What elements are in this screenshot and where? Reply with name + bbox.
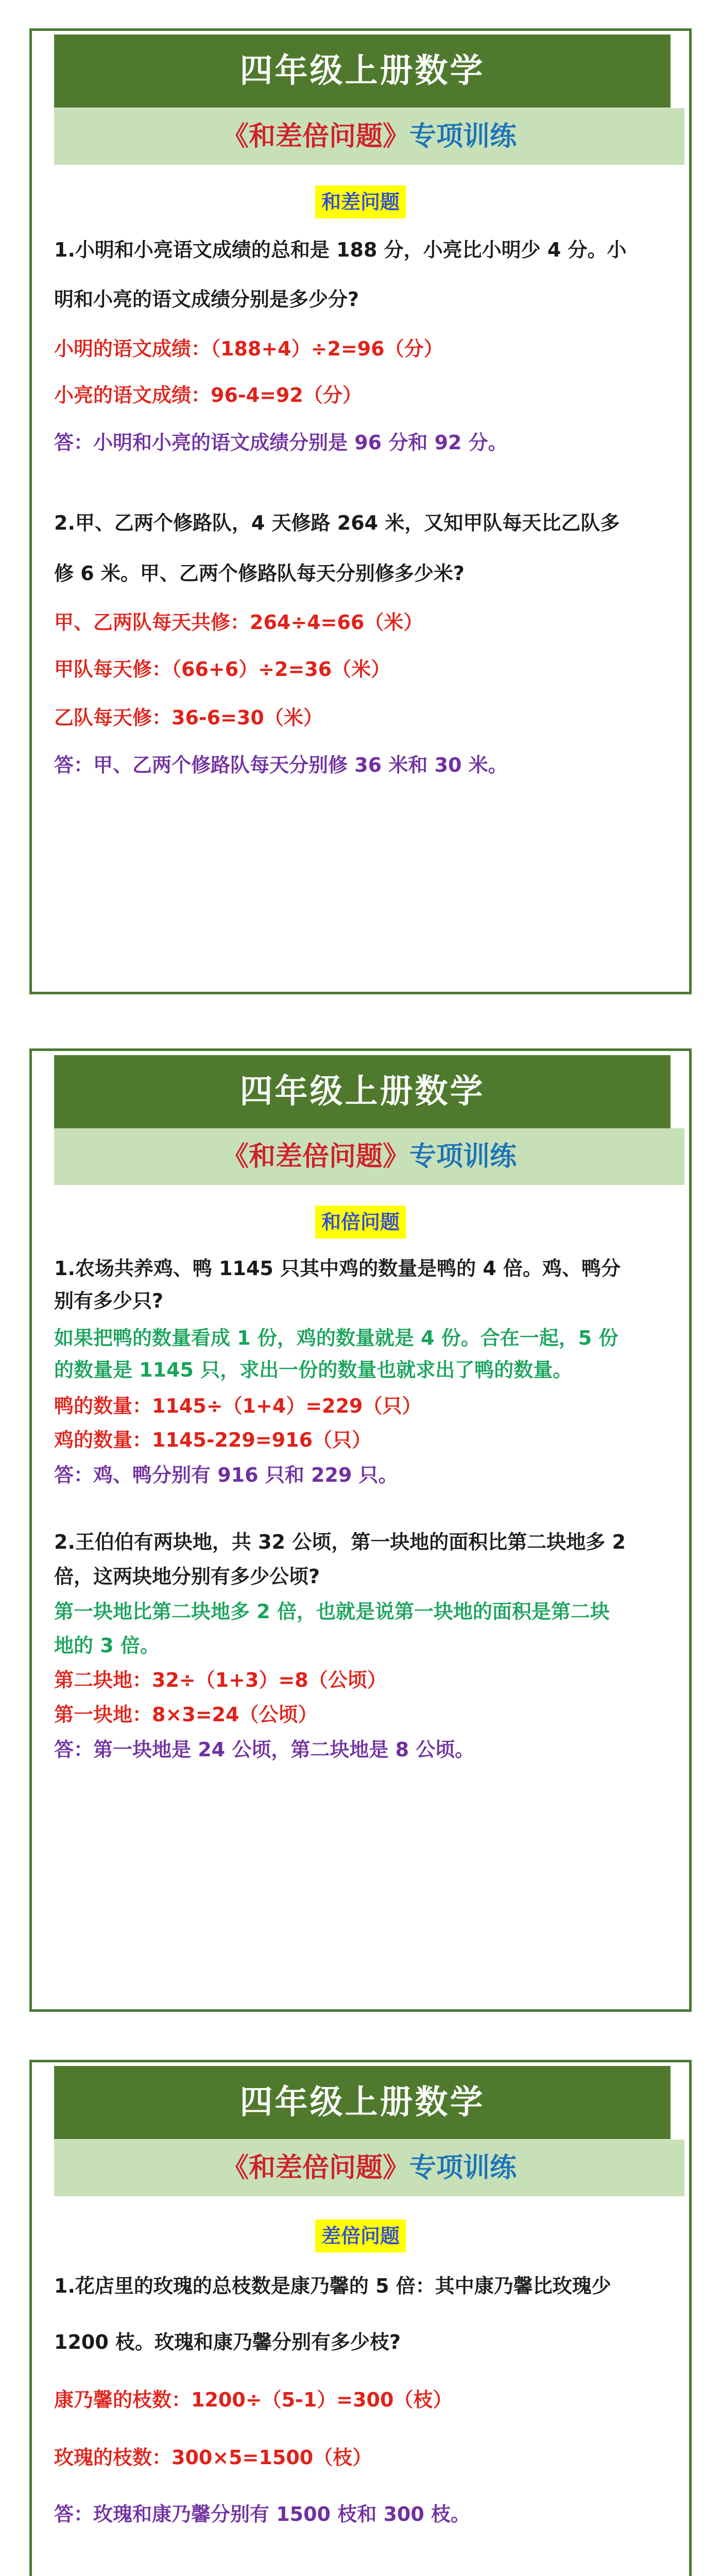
subtitle-topic: 《和差倍问题》	[221, 2153, 409, 2183]
problem-question-line: 1200 枝。玫瑰和康乃馨分别有多少枝?	[54, 2331, 401, 2353]
answer-line: 答：玫瑰和康乃馨分别有 1500 枝和 300 枝。	[54, 2503, 471, 2526]
explanation-line: 第一块地比第二块地多 2 倍，也就是说第一块地的面积是第二块	[54, 1600, 610, 1623]
answer-line: 答：小明和小亮的语文成绩分别是 96 分和 92 分。	[54, 431, 508, 454]
solution-step: 第二块地：32÷（1+3）=8（公顷）	[54, 1669, 387, 1691]
worksheet-subtitle	[54, 2140, 684, 2196]
solution-step: 玫瑰的枝数：300×5=1500（枝）	[54, 2446, 372, 2469]
section-badge: 和倍问题	[315, 1206, 406, 1239]
subtitle-topic: 《和差倍问题》	[221, 1141, 409, 1172]
answer-line: 答：甲、乙两个修路队每天分别修 36 米和 30 米。	[54, 754, 508, 776]
solution-step: 乙队每天修：36-6=30（米）	[54, 706, 323, 729]
problem-question-line: 别有多少只?	[54, 1290, 164, 1312]
section-badge: 差倍问题	[315, 2219, 406, 2252]
subtitle-suffix: 专项训练	[409, 2153, 517, 2183]
problem-question-line: 修 6 米。甲、乙两个修路队每天分别修多少米?	[54, 562, 465, 585]
worksheet-banner: 四年级上册数学	[54, 1055, 671, 1128]
solution-step: 鸭的数量：1145÷（1+4）=229（只）	[54, 1395, 422, 1417]
worksheet-page-2	[29, 1048, 692, 2012]
subtitle-suffix: 专项训练	[409, 1141, 517, 1172]
solution-step: 鸡的数量：1145-229=916（只）	[54, 1429, 372, 1451]
worksheet-banner: 四年级上册数学	[54, 35, 671, 108]
problem-question-line: 明和小亮的语文成绩分别是多少分?	[54, 288, 359, 311]
subtitle-topic: 《和差倍问题》	[221, 121, 409, 152]
answer-line: 答：鸡、鸭分别有 916 只和 229 只。	[54, 1464, 398, 1486]
section-badge: 和差问题	[315, 185, 406, 218]
worksheet-subtitle	[54, 1128, 684, 1185]
subtitle-suffix: 专项训练	[409, 121, 517, 152]
solution-step: 甲、乙两队每天共修：264÷4=66（米）	[54, 611, 423, 634]
problem-question-line: 2.甲、乙两个修路队，4 天修路 264 米，又知甲队每天比乙队多	[54, 512, 620, 534]
problem-question-line: 1.小明和小亮语文成绩的总和是 188 分，小亮比小明少 4 分。小	[54, 239, 627, 261]
worksheet-banner: 四年级上册数学	[54, 2066, 671, 2139]
solution-step: 小明的语文成绩：（188+4）÷2=96（分）	[54, 337, 443, 360]
worksheet-page-3	[29, 2060, 692, 2576]
answer-line: 答：第一块地是 24 公顷，第二块地是 8 公顷。	[54, 1738, 475, 1761]
solution-step: 康乃馨的枝数：1200÷（5-1）=300（枝）	[54, 2388, 453, 2411]
explanation-line: 地的 3 倍。	[54, 1634, 160, 1657]
explanation-line: 如果把鸭的数量看成 1 份，鸡的数量就是 4 份。合在一起，5 份	[54, 1327, 619, 1349]
solution-step: 小亮的语文成绩：96-4=92（分）	[54, 384, 362, 406]
solution-step: 第一块地：8×3=24（公顷）	[54, 1703, 318, 1726]
problem-question-line: 1.花店里的玫瑰的总枝数是康乃馨的 5 倍：其中康乃馨比玫瑰少	[54, 2275, 611, 2297]
problem-question-line: 倍，这两块地分别有多少公顷?	[54, 1565, 320, 1588]
problem-question-line: 2.王伯伯有两块地，共 32 公顷，第一块地的面积比第二块地多 2	[54, 1531, 626, 1553]
solution-step: 甲队每天修：（66+6）÷2=36（米）	[54, 658, 391, 681]
explanation-line: 的数量是 1145 只，求出一份的数量也就求出了鸭的数量。	[54, 1359, 573, 1381]
problem-question-line: 1.农场共养鸡、鸭 1145 只其中鸡的数量是鸭的 4 倍。鸡、鸭分	[54, 1257, 621, 1280]
worksheet-page-1	[29, 28, 692, 994]
worksheet-subtitle	[54, 108, 684, 165]
